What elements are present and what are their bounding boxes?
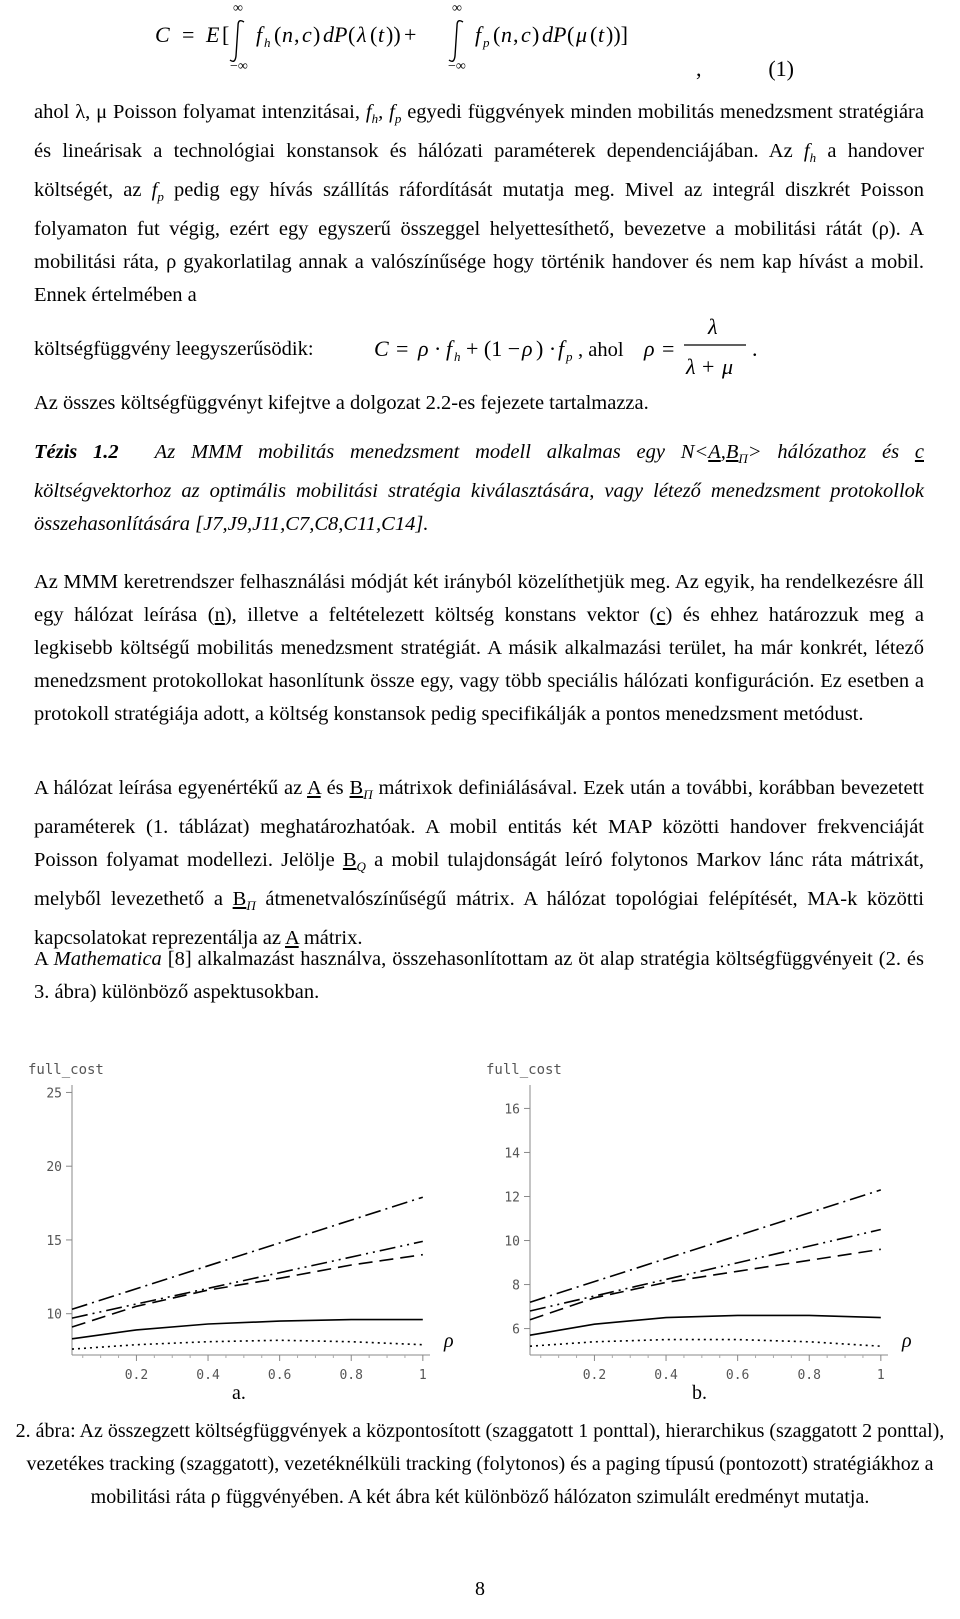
x-tick-label: 1 — [876, 1368, 885, 1383]
y-tick-label: 8 — [512, 1278, 520, 1294]
paragraph-3 — [34, 566, 924, 731]
chart-b-svg — [478, 1050, 918, 1390]
svg-text:f: f — [256, 22, 263, 47]
p3-n: n — [214, 604, 225, 626]
p4-matrix-a: A — [307, 777, 321, 799]
svg-text:=: = — [182, 22, 195, 47]
p4-d: a mobil tulajdonságát leíró folytonos Markov lánc ráta mátrixát, melyből levezethető a — [34, 849, 925, 911]
cost-formula — [372, 312, 792, 382]
svg-text:[: [ — [222, 22, 230, 47]
chart-a-svg — [20, 1050, 460, 1390]
thesis-text-a: Az MMM mobilitás menedzsment modell alkalmas egy N< — [154, 441, 709, 463]
series-dotted — [72, 1340, 423, 1349]
y-tick-label: 10 — [504, 1234, 520, 1250]
paragraph-1 — [34, 96, 924, 312]
svg-text:E: E — [206, 22, 220, 47]
svg-text:p: p — [566, 349, 573, 364]
equation-1 — [0, 0, 960, 90]
y-tick-label: 20 — [46, 1160, 62, 1176]
svg-text:h: h — [454, 349, 461, 364]
svg-text:) ·: ) · — [536, 336, 557, 361]
p1-fp: $f_p$ — [151, 179, 164, 205]
equation-number: (1) — [768, 56, 794, 81]
y-tick-label: 15 — [46, 1233, 62, 1249]
figure-caption: 2. ábra: Az összegzett költségfüggvények a központosított (szaggatott 1 ponttal), hierarchikus (szaggatott 2 ponttal), vezetékes tracking (szaggatott), vezetéknélküli tracking (folytonos) és a paging típusú (pontozott) stratégiákhoz a mobilitási ráta ρ függvényében. A két ábra két különböző hálózaton szimulált eredményt mutatja. — [15, 1420, 945, 1508]
svg-text:∞: ∞ — [233, 1, 243, 16]
series-dashed — [72, 1255, 423, 1327]
p1-rest1: egyedi függvények minden mobilitás menedzsment stratégiára és lineárisak a technológiai konstansok és hálózati paraméterek dependenciájában. Az — [34, 101, 924, 163]
svg-text:(: ( — [590, 22, 598, 47]
svg-text:C: C — [155, 22, 170, 47]
svg-text:C: C — [374, 336, 389, 361]
equation-comma: , — [696, 56, 702, 81]
thesis-block — [34, 436, 924, 541]
svg-text:): ) — [313, 22, 321, 47]
svg-text:=: = — [396, 336, 409, 361]
svg-text:·: · — [434, 336, 442, 361]
p4-matrix-bq: $B_Q$ — [342, 849, 366, 875]
svg-text:ρ: ρ — [644, 336, 655, 361]
p1-fh-fp: $f_h$, $f_p$ — [365, 101, 402, 127]
svg-text:μ: μ — [576, 22, 588, 47]
p3-b: ), illetve a feltételezett költség konstans vektor ( — [224, 604, 657, 626]
thesis-comma: , — [720, 441, 726, 463]
x-tick-label: 0.8 — [797, 1368, 821, 1383]
series-dash-2dot — [530, 1230, 881, 1312]
svg-text:)): )) — [386, 22, 401, 47]
x-tick-label: 0.2 — [124, 1368, 149, 1383]
svg-text:+: + — [702, 354, 715, 379]
series-dotted — [530, 1340, 881, 1347]
series-dash-1dot — [530, 1190, 881, 1302]
svg-text:ρ: ρ — [522, 336, 533, 361]
svg-text:h: h — [264, 35, 271, 50]
svg-text:(: ( — [370, 22, 378, 47]
p4-b: és — [320, 777, 350, 799]
p3-d: ) és ehhez határozzuk meg a legkisebb költségű mobilitás menedzsment stratégiát. A másik alkalmazási terület, ha már konkrét, létező menedzsment protokollokat hasonlítunk össze egy, vagy több speciális hálózati konfiguráción. Ez esetben a protokoll stratégiája adott, a költség konstansok pedig specifikálják a pontos menedzsment metódust. — [34, 604, 925, 725]
x-axis-label: ρ — [902, 1330, 912, 1352]
chart-a-label: a. — [232, 1382, 246, 1404]
x-axis-label: ρ — [444, 1330, 454, 1352]
p4-a: A hálózat leírása egyenértékű az — [34, 777, 308, 799]
svg-text:(: ( — [274, 22, 282, 47]
p4-matrix-bp: $B_\Pi$ — [232, 888, 256, 914]
svg-text:+ (1 −: + (1 − — [466, 336, 521, 361]
p3-c: c — [656, 604, 666, 626]
y-tick-label: 14 — [504, 1146, 520, 1162]
svg-text:+: + — [404, 22, 417, 47]
p5-mathematica: Mathematica — [53, 948, 162, 970]
svg-text:λ: λ — [686, 354, 696, 379]
p4-e: átmenetvalószínűségű mátrix. A hálózat topológiai felépítését, MA-k közötti kapcsolatokat reprezentálja az — [34, 888, 924, 950]
y-axis-label: full_cost — [486, 1062, 562, 1078]
svg-text:λ: λ — [357, 22, 367, 47]
svg-text:.: . — [752, 336, 758, 361]
svg-text:f: f — [558, 336, 565, 361]
svg-text:n: n — [501, 22, 512, 47]
y-axis-label: full_cost — [28, 1062, 104, 1078]
y-tick-label: 6 — [512, 1322, 520, 1338]
svg-text:−∞: −∞ — [230, 59, 248, 74]
thesis-text-b: > hálózathoz és — [747, 441, 915, 463]
page-number: 8 — [475, 1578, 485, 1600]
svg-text:): ) — [532, 22, 540, 47]
series-dash-1dot — [72, 1197, 423, 1309]
x-tick-label: 0.8 — [339, 1368, 363, 1383]
paragraph-2: Az összes költségfüggvényt kifejtve a dolgozat 2.2-es fejezete tartalmazza. — [34, 392, 649, 414]
p5-a: A — [34, 948, 54, 970]
thesis-text-c: költségvektorhoz az optimális mobilitási stratégia kiválasztására, vagy létező menedzsment protokollok összehasonlítására [J7,J9,J11,C7,C8,C11,C14]. — [34, 480, 924, 536]
svg-text:dP: dP — [542, 22, 567, 47]
p1-fh: $f_h$ — [803, 140, 817, 166]
chart-b-label: b. — [692, 1382, 707, 1404]
p1-intro: ahol λ, μ Poisson folyamat intenzitásai, — [34, 101, 366, 123]
p1-rest3: pedig egy hívás szállítás ráfordítását mutatja meg. Mivel az integrál diszkrét Poisson folyamaton fut végig, ezért egy egyszerű összeggel helyettesíthető, bevezetve a mobilitási rátát (ρ). A mobilitási ráta, ρ gyakorlatilag annak a valószínűsége hogy történik handover és nem kap hívást a mobil. Ennek értelmében a — [34, 179, 924, 307]
svg-text:(: ( — [493, 22, 501, 47]
x-tick-label: 0.4 — [196, 1368, 220, 1383]
p1-rest2: a handover költségét, az — [34, 140, 924, 202]
x-tick-label: 1 — [418, 1368, 427, 1383]
thesis-vector-c: c — [914, 441, 924, 463]
paragraph-5 — [34, 943, 924, 1009]
svg-text:p: p — [483, 35, 490, 50]
svg-text:dP: dP — [323, 22, 348, 47]
svg-text:, ahol: , ahol — [578, 339, 624, 361]
svg-text:,: , — [513, 22, 519, 47]
x-tick-label: 0.2 — [582, 1368, 607, 1383]
svg-text:t: t — [598, 22, 605, 47]
chart-a — [20, 1050, 460, 1395]
cost-function-line — [34, 312, 924, 382]
y-tick-label: 10 — [46, 1307, 62, 1323]
x-tick-label: 0.4 — [654, 1368, 678, 1383]
series-dashed — [530, 1249, 881, 1320]
svg-text:∞: ∞ — [452, 1, 462, 16]
svg-text:=: = — [662, 336, 675, 361]
paragraph-4 — [34, 772, 924, 955]
thesis-matrix-a: A — [708, 441, 721, 463]
p5-b: [8] alkalmazást használva, összehasonlítottam az öt alap stratégia költségfüggvényeit (2. és 3. ábra) különböző aspektusokban. — [34, 948, 924, 1003]
series-dash-2dot — [72, 1241, 423, 1318]
svg-text:(: ( — [348, 22, 356, 47]
series-solid — [530, 1315, 881, 1335]
svg-text:ρ: ρ — [418, 336, 429, 361]
svg-text:c: c — [521, 22, 531, 47]
y-tick-label: 16 — [504, 1102, 520, 1118]
svg-text:c: c — [302, 22, 312, 47]
p4-f: mátrix. — [298, 927, 363, 950]
thesis-heading: Tézis 1.2 — [34, 441, 119, 463]
svg-text:−∞: −∞ — [448, 59, 466, 74]
svg-text:μ: μ — [722, 354, 734, 379]
svg-text:n: n — [282, 22, 293, 47]
p3-a: Az MMM keretrendszer felhasználási módját két irányból közelíthetjük meg. Az egyik, ha rendelkezésre áll egy hálózat leírása ( — [34, 571, 924, 626]
p4-matrix-a2: A — [285, 927, 299, 950]
x-tick-label: 0.6 — [267, 1368, 292, 1383]
y-tick-label: 12 — [504, 1190, 520, 1206]
svg-text:))]: ))] — [606, 22, 628, 47]
svg-text:t: t — [378, 22, 385, 47]
y-tick-label: 25 — [46, 1086, 62, 1102]
p4-matrix-b: $B_\Pi$ — [349, 777, 373, 803]
p4-c: mátrixok definiálásával. Ezek után a további, korábban bevezetett paraméterek (1. táblázat) meghatározhatóak. A mobil entitás két MAP közötti handover frekvenciáját Poisson folyamat modellezi. Jelölje — [34, 777, 924, 872]
chart-b — [478, 1050, 918, 1395]
svg-text:f: f — [446, 336, 453, 361]
svg-text:λ: λ — [708, 314, 718, 339]
series-solid — [72, 1320, 423, 1339]
svg-text:(: ( — [567, 22, 575, 47]
cost-line-label: költségfüggvény leegyszerűsödik: — [34, 338, 314, 360]
svg-text:f: f — [475, 22, 482, 47]
x-tick-label: 0.6 — [725, 1368, 750, 1383]
svg-text:,: , — [294, 22, 300, 47]
thesis-matrix-b: $B_\Pi$ — [725, 441, 748, 467]
